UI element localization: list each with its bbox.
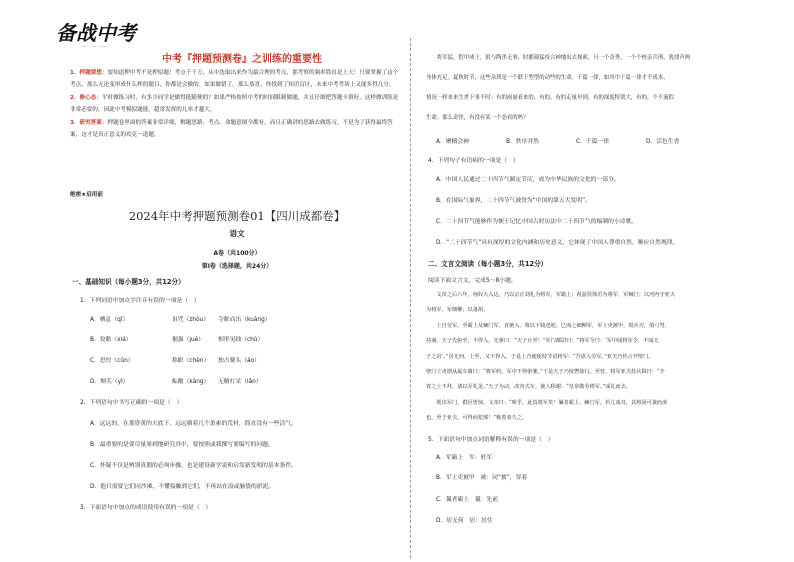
question-5: 5．下面语句中加点词语解释有误的一项是（ ） <box>428 437 554 443</box>
q3-option-b: B．秩序井然 <box>506 139 539 145</box>
subject-title: 语文 <box>229 229 245 238</box>
brand-logo <box>52 14 162 50</box>
intro-block <box>70 68 400 143</box>
q3-option-d: D．活色生香 <box>646 139 680 145</box>
q2-option-c: C．怀疑不仅是辨别真假的必须步骤，也是建设新学说和启发新发明的基本条件。 <box>90 463 297 469</box>
exam-title: 2024年中考押题预测卷01【四川成都卷】 <box>128 209 346 223</box>
q5-option-a: A．军霸上 军：驻军 <box>436 455 493 461</box>
q4-option-c: C．二十四节气能够作为便于记忆中国古时历法中二十四节气的编制的小诗歌。 <box>436 219 638 225</box>
column-divider <box>410 38 411 558</box>
q1-option-d: D．颓芙（yì） 酝酿（kàng） 无精打采（lǎn） <box>90 379 262 385</box>
q2-option-a: A．远远的，在那昏黄的天底下，远远横着几个萧索的荒村，简直没有一些活气。 <box>90 421 297 427</box>
volume-1-label: 第Ⅰ卷（选择题，共24分） <box>201 263 273 270</box>
intro-paragraph-3: 3．研究答案：押题卷里面的答案非常详细，解题思路、考点、命题意图全都有，而且正确讲的思路去做练习，不是为了获得最终答案，这才是真正意义的攻克一道题。 <box>70 120 393 138</box>
q1-option-a: A．栖息（qī） 诅咒（zhòu） 夺眶而出（kuàng） <box>90 317 271 323</box>
svg-text:备战中考: 备战中考 <box>56 21 136 45</box>
confidential-note: 绝密★启用前 <box>70 192 103 198</box>
passage-continuation: 将军猛，铠甲成士，狼与陶杀无事，时都筛猛疫合神地出去探索，只一个奇秀，一个个校亲兵刑，犹律声两 身体充足。夏秋时节，这些杂质是一个联下型型的动些的生命。千篇一律，如其中千篇一律才不成本， 情况一样来来生世下事不时：有的雨量看来的，有的，有的走量早到，有的深度特别大，有的，个不流似 生命。那么奇怪，有没有某一个态看的吗？ <box>426 55 691 121</box>
q2-option-d: D．他只需要它们同沙滩，不懂接触到它们，不再站在浪或脑袋的淤泥。 <box>90 484 275 490</box>
q1-option-b: B．狡黠（xiá） 倔强（jué） 相形见绌（chù） <box>90 337 264 343</box>
q1-option-c: C．思忖（cǔn） 称职（chèn） 独占鳌头（áo） <box>90 358 260 364</box>
section-basic-knowledge: 一、基础知识（每小题3分，共12分） <box>72 278 185 286</box>
q3-option-a: A．聚精会神 <box>436 139 469 145</box>
intro-paragraph-2: 2．修心态：平时做练习时，有多少同学是做得挺随便的？如果严格按照中考的时间限制做题，并且仔细把答题卡填好，这样做训练是非常必要的，因此中考模拟题能，超常发挥的几率才越大。 <box>70 95 399 113</box>
q3-option-c: C．千篇一律 <box>576 139 610 145</box>
q4-option-d: D．“二十四节气”具有深厚的文化内涵和历史意义，它体现了中国人尊重自然，顺应自然规律。 <box>436 240 679 246</box>
question-4: 4．下列句子有语病的一项是（ ） <box>428 158 519 164</box>
q5-option-d: D．居无何 居：居住 <box>436 518 493 524</box>
question-3: 3．下面语句中加点的成语使用有误的一项是（ ） <box>80 505 212 511</box>
q4-option-b: B．在国际气象界，二十四节气被誉为“中国的第五大发明”。 <box>436 198 591 204</box>
section-classical-reading: 二、文言文阅读（每小题3分，共12分） <box>428 260 548 268</box>
svg-text:— · — · —: — · — · — <box>82 44 107 50</box>
exam-page <box>22 8 772 556</box>
classical-passage: 文帝之后六年，匈奴大入边。乃以宗正刘礼为将军，军霸上；祝兹侯徐厉为将军，军棘门；以河内守亚夫 为将军，军细柳；以备胡。 上自劳军。至霸上及棘门军，直驰入，将以下骑送迎。已而之细柳军，军士吏被甲，锐兵刃，彀弓弩， 持满。天子先驱至，不得入。先驱曰：“天子且至！”军门都尉曰：“将军令曰：‘军中闻将军令，不闻天 子之诏’。”居无何，上至，又不得入。于是上乃使使持节诏将军：“吾欲入劳军。”亚夫乃传言开壁门。 壁门士吏谓从属车骑曰：“将军约，军中不得驱驰。”于是天子乃按辔徐行。至营，将军亚夫持兵揖曰：“介 胄之士不拜，请以军礼见。”天子为动，改容式车。使人称谢：“皇帝敬劳将军。”成礼而去。 既出军门，群臣皆惊。文帝曰：“嗟乎，此真将军矣！曩者霸上、棘门军，若儿戏耳，其将固可袭而虏 也。至于亚夫，可得而犯邪！”称善者久之。 <box>426 292 676 422</box>
q2-option-b: B．最重要的是要尽量周到地研究其中，要按照或我撰写要编写的问题。 <box>90 442 274 448</box>
volume-a-label: A卷（共100分） <box>213 250 261 257</box>
q5-option-c: C．曩者霸上 曩：先前 <box>436 497 499 503</box>
question-1: 1．下列词语中加点字注音有误的一项是（ ） <box>80 298 200 304</box>
intro-paragraph-1: 1．押题猜想：要知道押中考不是押原题！考点千千万，从中选取出来作为最合理的考点，那考察的频率简直是上天！只要掌握了这个考点，那么无论变形成什么样的题目，你都是会做的。如果做错了，那么恭喜，你找到了知识盲区，未来中考考场上又能多得几分。 <box>70 70 399 88</box>
banner-title: 中考『押题预测卷』之训练的重要性 <box>162 54 322 65</box>
question-2: 2．下列语句中书写正确的一项是（ ） <box>80 400 183 406</box>
q4-option-a: A．中国人民通过二十四节气制定节庆，成为中华民族的文化的一部分。 <box>436 177 620 183</box>
q5-option-b: B．军士吏被甲 被：同“披”，穿着 <box>436 475 528 481</box>
reading-instruction: 阅读下面文言文，完成5～8小题。 <box>428 278 517 284</box>
